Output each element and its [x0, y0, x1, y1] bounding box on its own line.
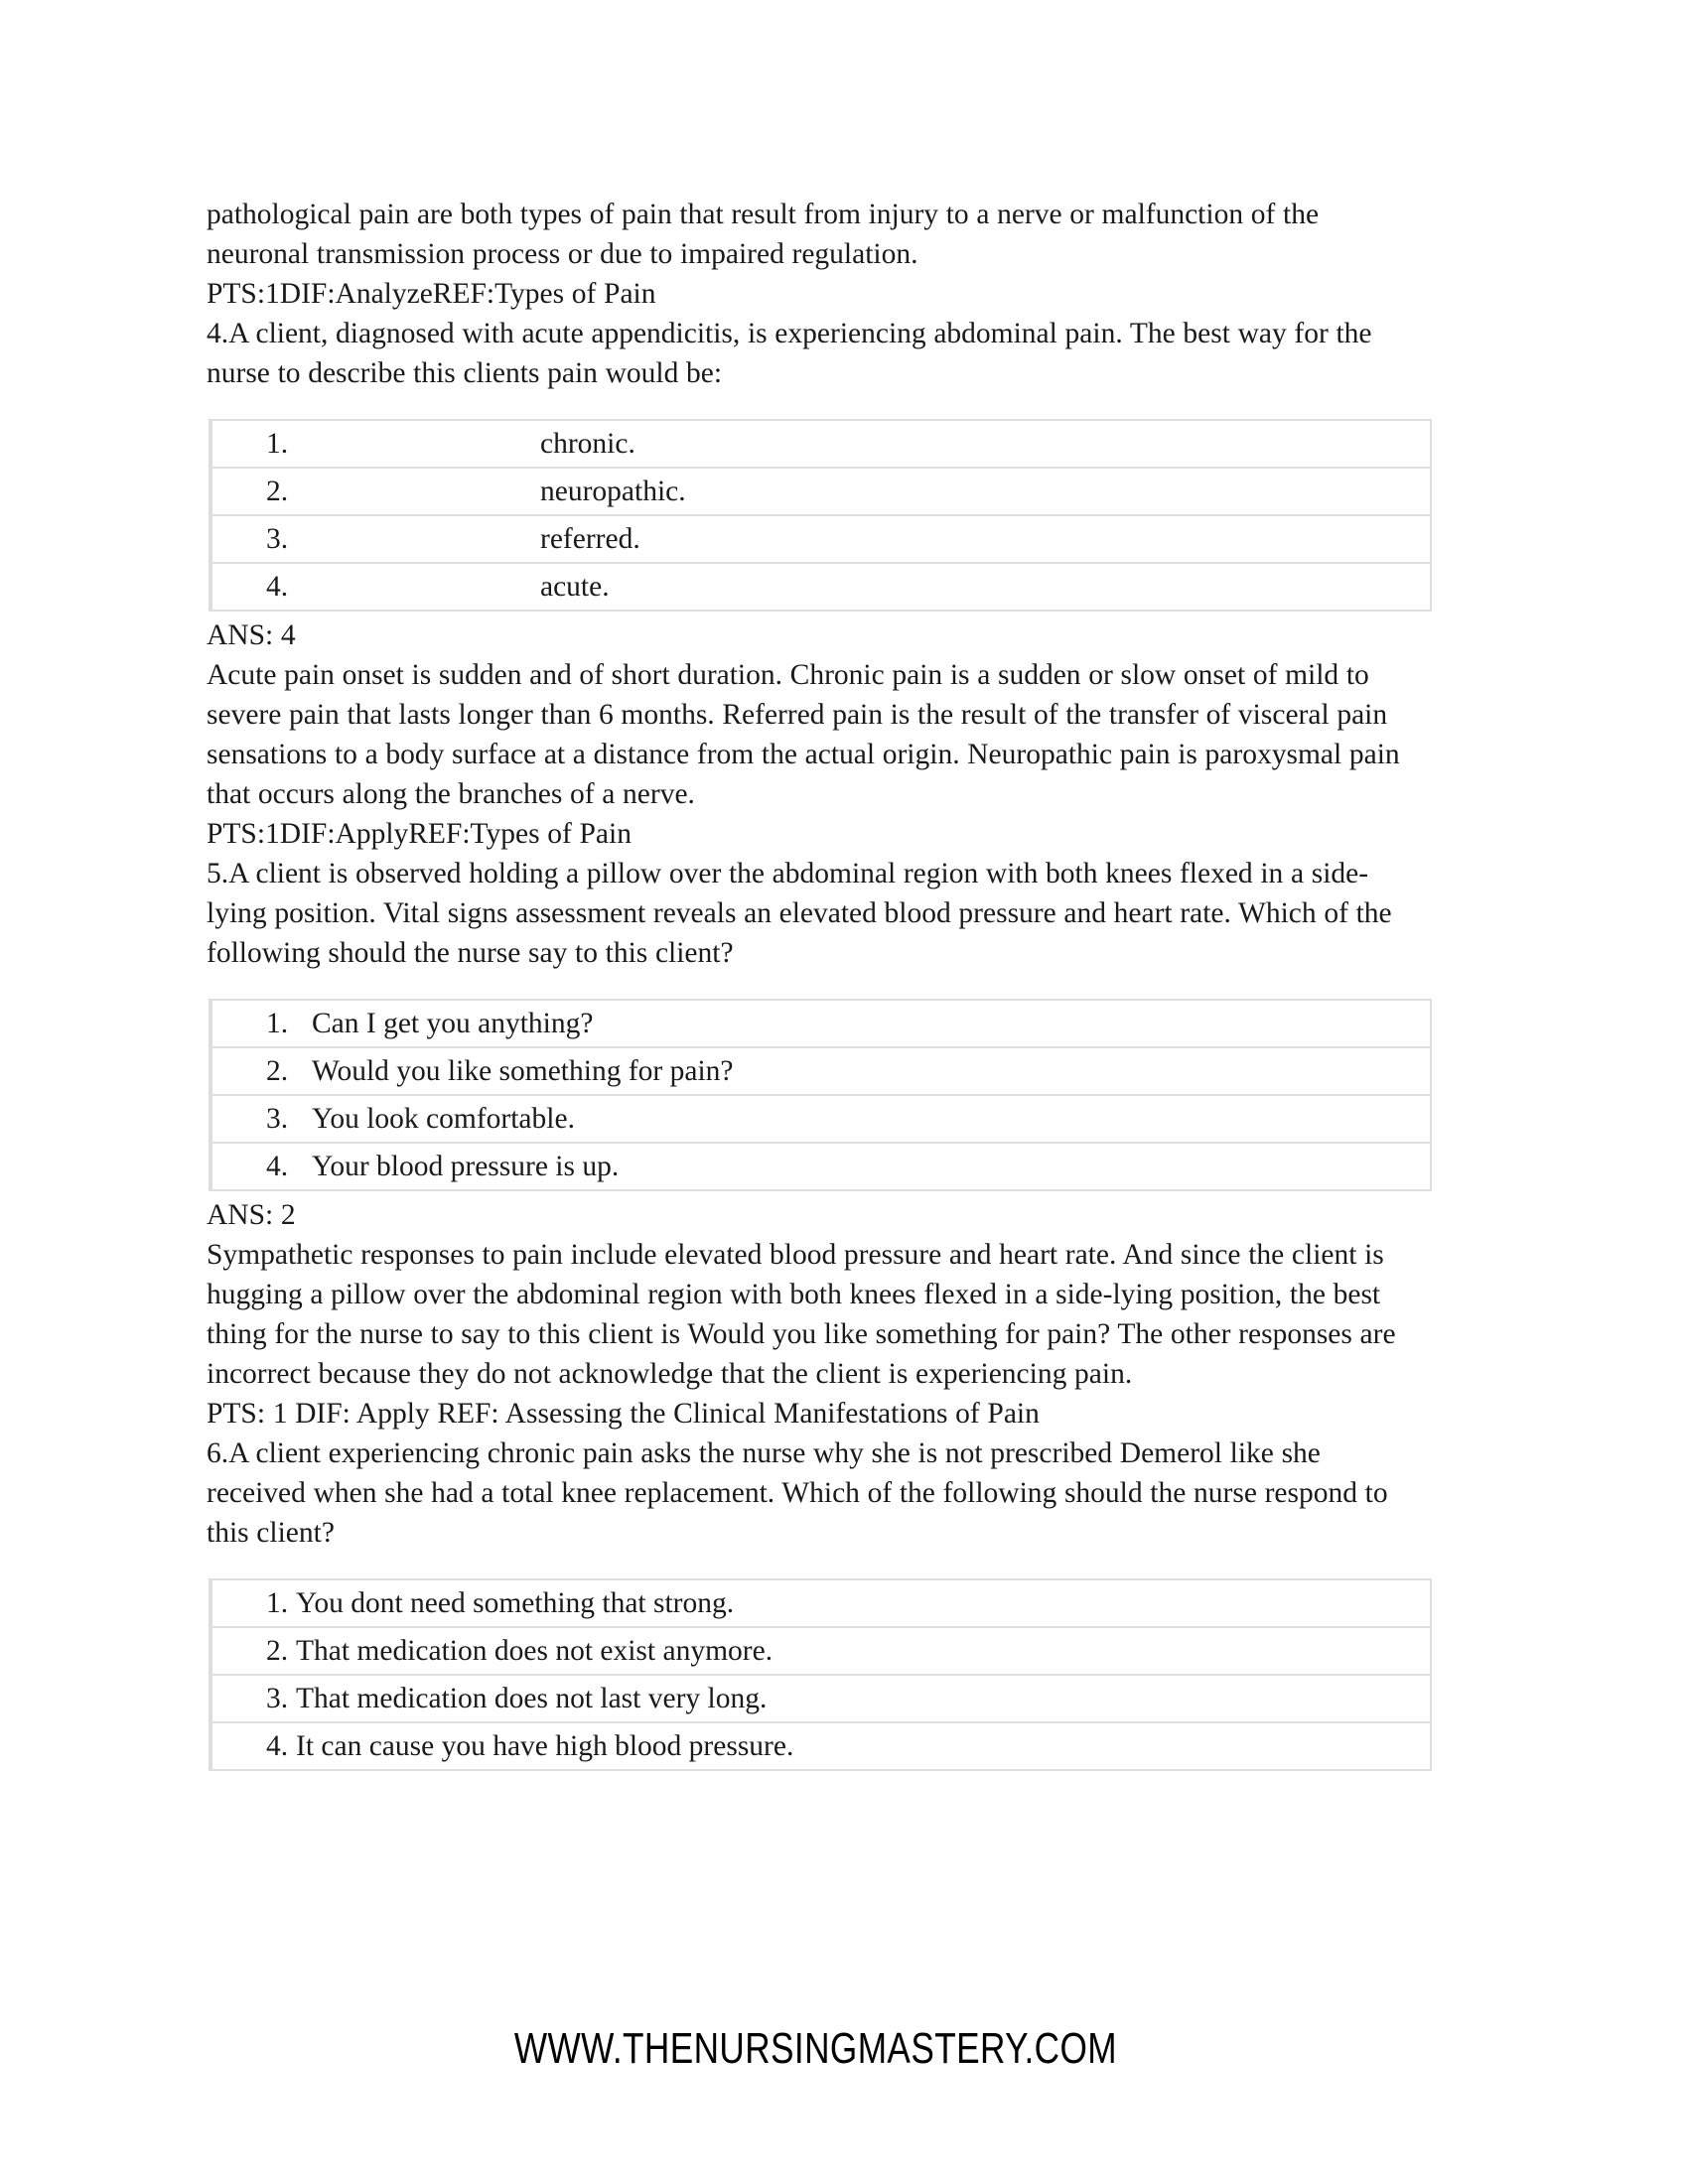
table-spacer-top-3: [207, 1553, 1420, 1578]
option-text: referred.: [540, 523, 640, 555]
option-text-cell: [211, 1047, 1431, 1095]
option-text: neuropathic.: [540, 476, 686, 507]
option-text-cell: [211, 515, 1431, 563]
option-text-cell: [211, 468, 1431, 515]
options-table-question-6: [209, 1578, 1432, 1771]
option-number: 3.: [266, 1103, 289, 1135]
option-text: That medication does not exist anymore.: [296, 1635, 774, 1667]
table-spacer-top-1: [207, 393, 1420, 419]
table-row[interactable]: [210, 1000, 1431, 1047]
table-spacer-top-2: [207, 973, 1420, 999]
option-number: 3.: [266, 1683, 289, 1714]
option-text: acute.: [540, 571, 610, 603]
page-footer: [0, 2023, 1688, 2075]
option-text: It can cause you have high blood pressure.: [296, 1730, 794, 1762]
table-row[interactable]: [210, 563, 1431, 611]
table-row[interactable]: [210, 1047, 1431, 1095]
pts-line-question-4: PTS:1DIF:ApplyREF:Types of Pain: [207, 818, 632, 850]
option-text-cell: [211, 1675, 1431, 1722]
option-number: 3.: [266, 523, 289, 555]
table-row[interactable]: [210, 515, 1431, 563]
option-text: You look comfortable.: [312, 1103, 575, 1135]
table-row[interactable]: [210, 1143, 1431, 1190]
option-number: 4.: [266, 571, 289, 603]
rationale-question-5: Sympathetic responses to pain include elevated blood pressure and heart rate. And since the client is hugging a pillow over the abdominal region with both knees flexed in a side-lying position, the best thing for the nurse to say to this client is Would you like something for pain? The other responses are incorrect because they do not acknowledge that the client is experiencing pain.: [207, 1239, 1396, 1390]
option-text-cell: [211, 420, 1431, 468]
intro-paragraph: pathological pain are both types of pain that result from injury to a nerve or malfunction of the neuronal transmission process or due to impaired regulation.: [207, 199, 1320, 270]
site-watermark: WWW.THENURSINGMASTERY.COM: [513, 2024, 1117, 2073]
document-content: [207, 195, 1420, 1771]
option-number: 4.: [266, 1151, 289, 1182]
option-text-cell: [211, 563, 1431, 611]
table-row[interactable]: [210, 1627, 1431, 1675]
table-row[interactable]: [210, 1675, 1431, 1722]
option-text: Would you like something for pain?: [312, 1055, 734, 1087]
table-row[interactable]: [210, 1722, 1431, 1770]
option-text: chronic.: [540, 428, 635, 460]
option-number: 4.: [266, 1730, 289, 1762]
question-5-stem: 5.A client is observed holding a pillow over the abdominal region with both knees flexed in a side-lying position. Vital signs assessment reveals an elevated blood pressure and heart rate. Which of the following should the nurse say to this client?: [207, 858, 1392, 969]
option-number: 1.: [266, 1587, 289, 1619]
table-row[interactable]: [210, 1095, 1431, 1143]
table-row[interactable]: [210, 1579, 1431, 1627]
option-text: Can I get you anything?: [312, 1008, 594, 1039]
option-number: 2.: [266, 1635, 289, 1667]
option-text-cell: [211, 1579, 1431, 1627]
option-number: 2.: [266, 1055, 289, 1087]
option-number: 2.: [266, 476, 289, 507]
rationale-question-4: Acute pain onset is sudden and of short duration. Chronic pain is a sudden or slow onset of mild to severe pain that lasts longer than 6 months. Referred pain is the result of the transfer of visceral pain sensations to a body surface at a distance from the actual origin. Neuropathic pain is paroxysmal pain that occurs along the branches of a nerve.: [207, 659, 1400, 810]
option-text: That medication does not last very long.: [296, 1683, 768, 1714]
option-text-cell: [211, 1143, 1431, 1190]
option-text-cell: [211, 1000, 1431, 1047]
table-row[interactable]: [210, 420, 1431, 468]
question-4-stem: 4.A client, diagnosed with acute appendicitis, is experiencing abdominal pain. The best way for the nurse to describe this clients pain would be:: [207, 318, 1372, 389]
answer-key-question-4: ANS: 4: [207, 619, 296, 651]
option-text-cell: [211, 1722, 1431, 1770]
option-text-cell: [211, 1095, 1431, 1143]
option-text-cell: [211, 1627, 1431, 1675]
options-table-question-4: [209, 419, 1432, 612]
pts-line-question-5: PTS: 1 DIF: Apply REF: Assessing the Clinical Manifestations of Pain: [207, 1398, 1040, 1430]
option-text: Your blood pressure is up.: [312, 1151, 620, 1182]
answer-key-question-5: ANS: 2: [207, 1199, 296, 1231]
option-number: 1.: [266, 428, 289, 460]
option-number: 1.: [266, 1008, 289, 1039]
question-6-stem: 6.A client experiencing chronic pain asks the nurse why she is not prescribed Demerol like she received when she had a total knee replacement. Which of the following should the nurse respond to this client?: [207, 1437, 1388, 1549]
pts-line-question-3: PTS:1DIF:AnalyzeREF:Types of Pain: [207, 278, 656, 310]
table-row[interactable]: [210, 468, 1431, 515]
option-text: You dont need something that strong.: [296, 1587, 735, 1619]
options-table-question-5: [209, 999, 1432, 1191]
